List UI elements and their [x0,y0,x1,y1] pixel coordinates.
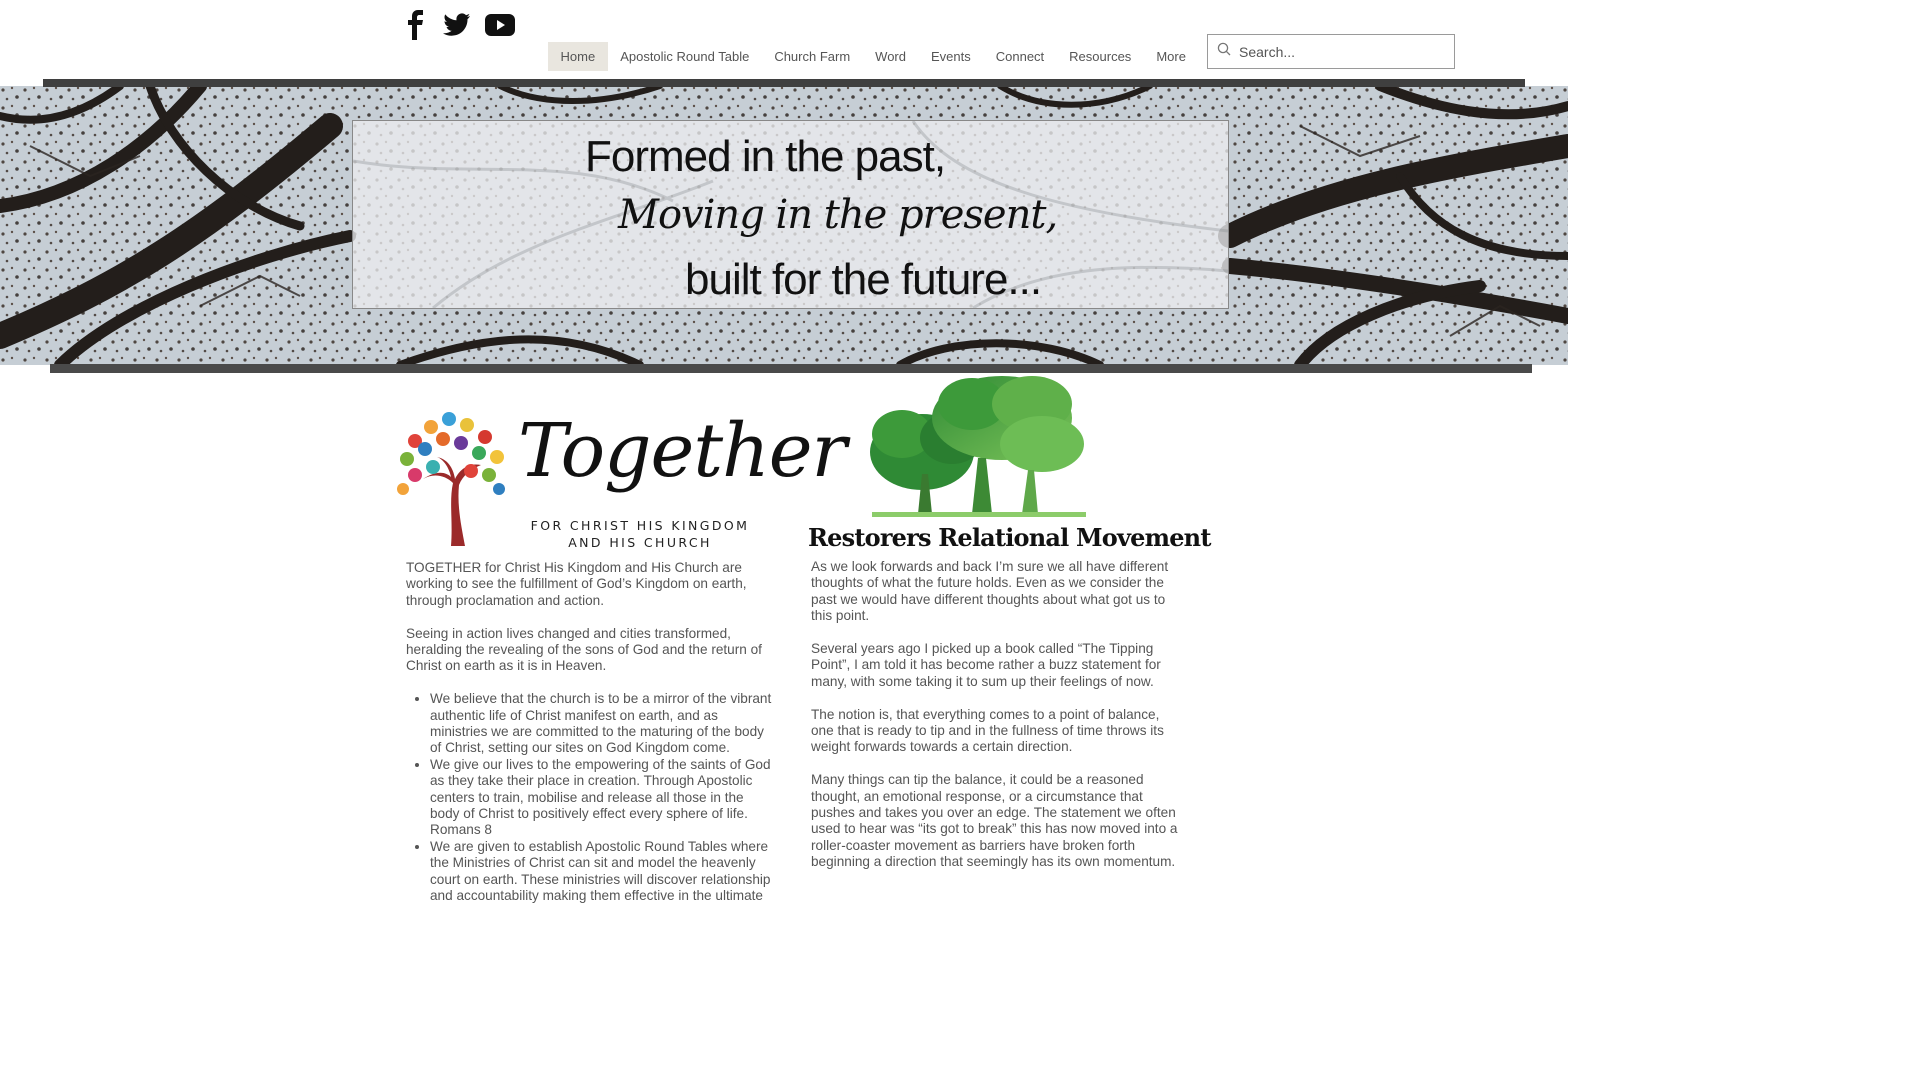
restorers-paragraph-1: As we look forwards and back I’m sure we all have different thoughts of what the future holds. Even as we consider the past we would have different thoughts about what got us to this point. [811,559,1169,624]
list-item: • We believe that the church is to be a mirror of the vibrant authentic life of Christ manifest on earth, and as ministries we are committed to the maturing of the body of Christ, setting our sites on God Kingdom come. [430,691,776,757]
search-icon [1208,42,1237,61]
restorers-paragraph-3: The notion is, that everything comes to a point of balance, one that is ready to tip and in the fullness of time throws its weight forwards towards a certain direction. [811,706,1164,755]
together-paragraph-2: Seeing in action lives changed and cities transformed, heralding the revealing of the sons of God and the return of Christ on earth as it is in Heaven. [406,625,762,674]
nav-item-church-farm[interactable]: Church Farm [774,49,851,64]
list-item: • We are given to establish Apostolic Round Tables where the Ministries of Christ can sit and model the heavenly court on earth. These ministries will discover relationship and accountability making them effective in the ultimate [430,839,776,905]
hero-line-2: Moving in the present, [618,192,1058,238]
twitter-icon[interactable] [443,13,471,37]
main-nav [548,42,1198,71]
youtube-icon[interactable] [485,14,515,36]
nav-item-word[interactable]: Word [875,49,906,64]
search-input[interactable] [1237,43,1441,61]
list-item: • We give our lives to the empowering of the saints of God as they take their place in creation. Through Apostolic centers to train, mobilise and release all those in the body of Christ to positively effect every sphere of life. Romans 8 [430,757,776,839]
together-tree-logo [393,401,511,552]
nav-item-events[interactable]: Events [931,49,971,64]
together-description [406,560,776,905]
restorers-trees-logo [862,374,1092,525]
restorers-paragraph-2: Several years ago I picked up a book called “The Tipping Point”, I am told it has become rather a buzz statement for many, with some taking it to sum up their feelings of now. [811,641,1161,689]
tagline-line-1: FOR CHRIST HIS KINGDOM [530,518,750,533]
facebook-icon[interactable] [403,10,429,40]
restorers-article [811,559,1181,887]
hero-line-1: Formed in the past, [585,132,946,181]
together-logo-word: Together [518,408,846,494]
social-bar [403,10,515,40]
restorers-paragraph-4: Many things can tip the balance, it could be a reasoned thought, an emotional response, or a circumstance that pushes and takes you over an edge. The statement we often used to hear was “its got to break” this has now moved into a roller-coaster movement as barriers have broken forth beginning a direction that seemingly has its own momentum. [811,772,1178,870]
together-paragraph-1: TOGETHER for Christ His Kingdom and His Church are working to see the fulfillment of God’s Kingdom on earth, through proclamation and action. [406,560,747,608]
nav-item-resources[interactable]: Resources [1069,49,1132,64]
hero-bottom-bar [50,364,1532,373]
tagline-line-2: AND HIS CHURCH [568,535,712,550]
nav-item-more[interactable]: More [1156,49,1186,64]
together-logo-tagline [520,517,760,551]
hero-top-bar [43,79,1525,87]
nav-item-apostolic-round-table[interactable]: Apostolic Round Table [620,49,750,64]
together-beliefs-list [406,691,776,904]
nav-item-connect[interactable]: Connect [995,49,1045,64]
search-box [1207,34,1455,69]
nav-item-home[interactable]: Home [548,42,608,71]
restorers-title: Restorers Relational Movement [808,523,1211,552]
hero-line-3: built for the future... [685,255,1042,304]
